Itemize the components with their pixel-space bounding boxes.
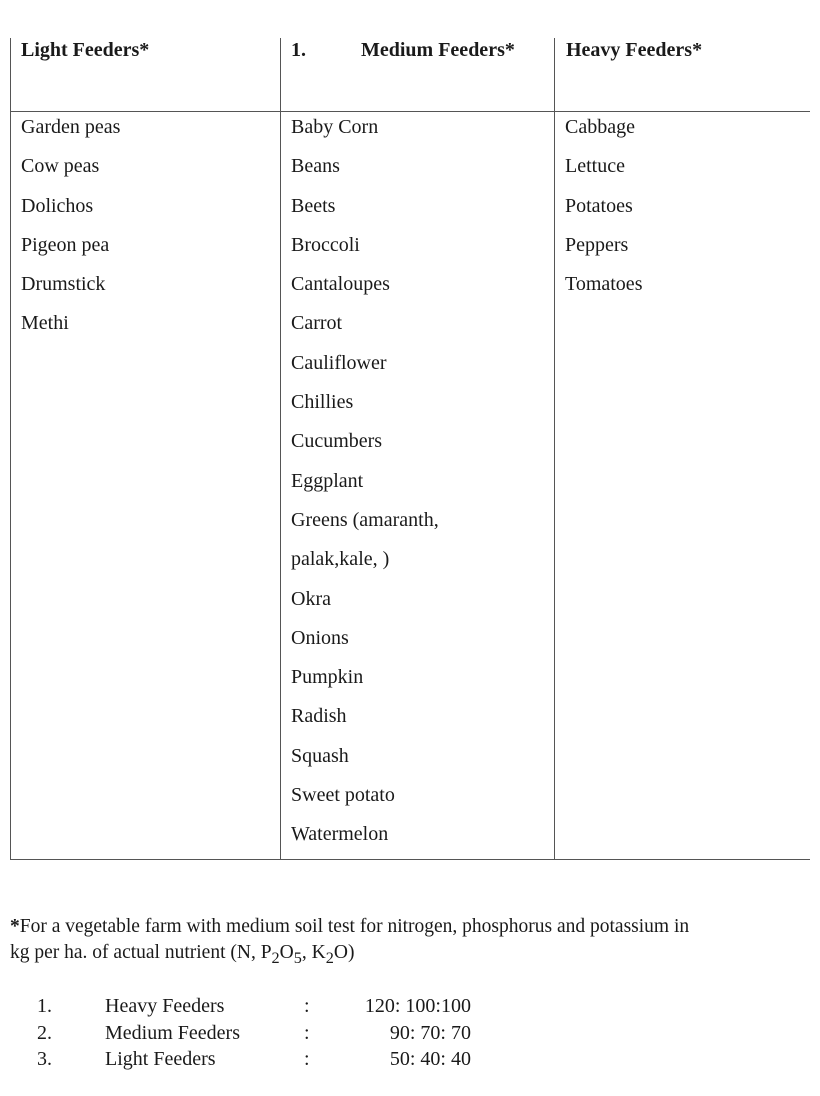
- rate-row-heavy: [10, 993, 810, 1020]
- list-item: Methi: [21, 312, 69, 335]
- oxygen-letter: O: [279, 942, 294, 963]
- list-item: Eggplant: [291, 469, 364, 492]
- subscript-o: 5: [293, 948, 302, 967]
- footnote-line-2: [10, 940, 818, 971]
- header-medium-label: Medium Feeders*: [361, 39, 515, 61]
- rate-row-medium: [10, 1020, 810, 1047]
- list-item: Okra: [291, 587, 331, 610]
- heavy-feeders-list: [565, 114, 642, 310]
- list-item: Cauliflower: [291, 351, 387, 374]
- rate-colon: :: [304, 995, 310, 1017]
- medium-feeders-list: [291, 114, 439, 861]
- list-item: Peppers: [565, 233, 629, 256]
- footnote-text-4: O): [333, 942, 355, 963]
- footnote-asterisk: *: [10, 916, 20, 937]
- footnote-text-1: For a vegetable farm with medium soil test for nitrogen, phosphorus and potassium in: [19, 916, 690, 937]
- table-border-left: [10, 38, 11, 860]
- list-item: Beets: [291, 194, 336, 217]
- list-item: Pigeon pea: [21, 233, 110, 256]
- list-item: Cow peas: [21, 155, 100, 178]
- rate-value: 50: 40: 40: [389, 1048, 471, 1070]
- rate-number: 3.: [37, 1048, 52, 1070]
- list-item: Greens (amaranth,: [291, 508, 439, 531]
- list-item: Garden peas: [21, 116, 121, 138]
- list-item: Onions: [291, 626, 349, 649]
- nutrient-rates-list: [10, 993, 810, 1073]
- list-item: Baby Corn: [291, 116, 379, 138]
- rate-name: Medium Feeders: [105, 1021, 240, 1044]
- table-header-divider: [10, 111, 810, 112]
- table-column-divider-1: [280, 38, 281, 860]
- header-light-feeders: Light Feeders*: [21, 39, 150, 61]
- header-medium-number: 1.: [291, 39, 306, 61]
- list-item: Broccoli: [291, 233, 360, 256]
- list-item: Squash: [291, 744, 349, 767]
- list-item: Pumpkin: [291, 666, 364, 689]
- footnote: [10, 914, 818, 971]
- list-item: Potatoes: [565, 194, 633, 217]
- list-item: Cantaloupes: [291, 273, 390, 296]
- list-item: palak,kale, ): [291, 548, 390, 571]
- list-item: Watermelon: [291, 823, 389, 846]
- subscript-k: 2: [325, 948, 334, 967]
- rate-value: 120: 100:100: [364, 995, 471, 1017]
- footnote-line-1: [10, 914, 818, 940]
- table-column-divider-2: [554, 38, 555, 860]
- footnote-text-2: kg per ha. of actual nutrient (N, P: [10, 942, 272, 963]
- rate-row-light: [10, 1046, 810, 1073]
- list-item: Lettuce: [565, 155, 625, 178]
- feeders-table: [10, 38, 810, 860]
- list-item: Cabbage: [565, 116, 635, 138]
- subscript-p: 2: [271, 948, 280, 967]
- rate-colon: :: [304, 1021, 310, 1044]
- rate-number: 2.: [37, 1021, 52, 1044]
- rate-name: Heavy Feeders: [105, 995, 225, 1017]
- list-item: Beans: [291, 155, 340, 178]
- light-feeders-list: [21, 114, 120, 350]
- rate-colon: :: [304, 1048, 310, 1070]
- list-item: Radish: [291, 705, 347, 728]
- list-item: Cucumbers: [291, 430, 383, 453]
- rate-name: Light Feeders: [105, 1048, 216, 1070]
- rate-number: 1.: [37, 995, 52, 1017]
- list-item: Sweet potato: [291, 784, 395, 807]
- list-item: Carrot: [291, 312, 343, 335]
- list-item: Tomatoes: [565, 273, 643, 296]
- footnote-text-3: , K: [301, 942, 326, 963]
- list-item: Chillies: [291, 391, 354, 414]
- header-heavy-feeders: Heavy Feeders*: [566, 39, 703, 61]
- list-item: Dolichos: [21, 194, 94, 217]
- rate-value: 90: 70: 70: [389, 1021, 471, 1044]
- list-item: Drumstick: [21, 273, 106, 296]
